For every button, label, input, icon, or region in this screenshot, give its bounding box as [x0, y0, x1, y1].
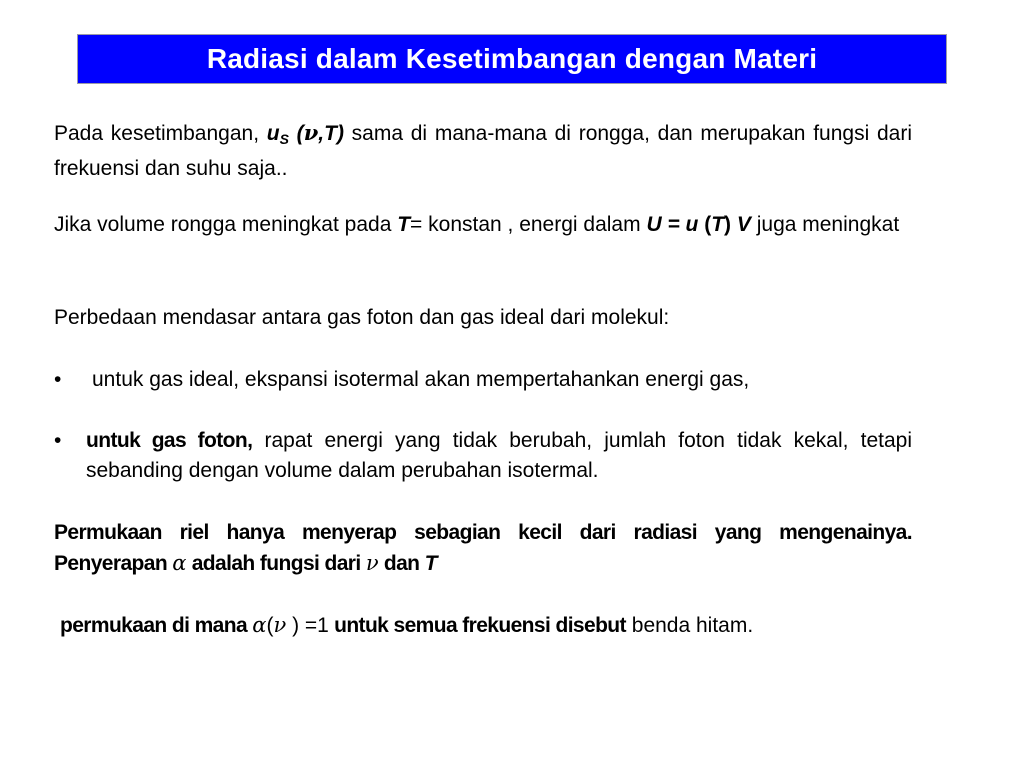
bullet-icon: •: [54, 368, 62, 391]
bullet-text: untuk gas ideal, ekspansi isotermal akan mempertahankan energi gas,: [92, 368, 750, 391]
term-black-body: benda hitam.: [625, 614, 754, 637]
symbol-nu: ν: [273, 613, 287, 637]
paragraph-black-body: permukaan di mana α(ν ) =1 untuk semua frekuensi disebut benda hitam.: [60, 613, 754, 637]
symbol-t: ,T: [318, 122, 337, 145]
slide-title: Radiasi dalam Kesetimbangan dengan Materi: [206, 43, 818, 74]
paragraph-volume: Jika volume rongga meningkat pada T= konstan , energi dalam U = u (T) V juga meningkat: [54, 213, 900, 236]
title-bar: [77, 34, 947, 84]
symbol-u: u: [266, 122, 280, 145]
bullet-icon: •: [54, 429, 62, 452]
paragraph-difference: Perbedaan mendasar antara gas foton dan gas ideal dari molekul:: [54, 306, 670, 329]
symbol-subscript-s: S: [279, 131, 289, 147]
bullet-text: untuk gas foton, rapat energi yang tidak berubah, jumlah foton tidak kekal, tetapi sebanding dengan volume dalam perubahan isotermal.: [86, 429, 912, 482]
symbol-alpha: α: [252, 613, 267, 637]
symbol-nu: ν: [303, 120, 319, 145]
symbol-alpha: α: [172, 551, 187, 575]
symbol-t: T: [424, 552, 437, 575]
symbol-t: T: [397, 213, 411, 236]
paragraph-absorption: Permukaan riel hanya menyerap sebagian kecil dari radiasi yang mengenainya. Penyerapan α adalah fungsi dari ν dan T: [54, 521, 912, 575]
paragraph-equilibrium: Pada kesetimbangan, $u_S$ (ν,T) sama di mana-mana di rongga, dan merupakan fungsi dari frekuensi dan suhu saja..: [54, 120, 913, 180]
symbol-nu: ν: [365, 551, 379, 575]
formula-energy: U = u: [646, 213, 699, 236]
list-item-photon-gas: [54, 426, 912, 486]
